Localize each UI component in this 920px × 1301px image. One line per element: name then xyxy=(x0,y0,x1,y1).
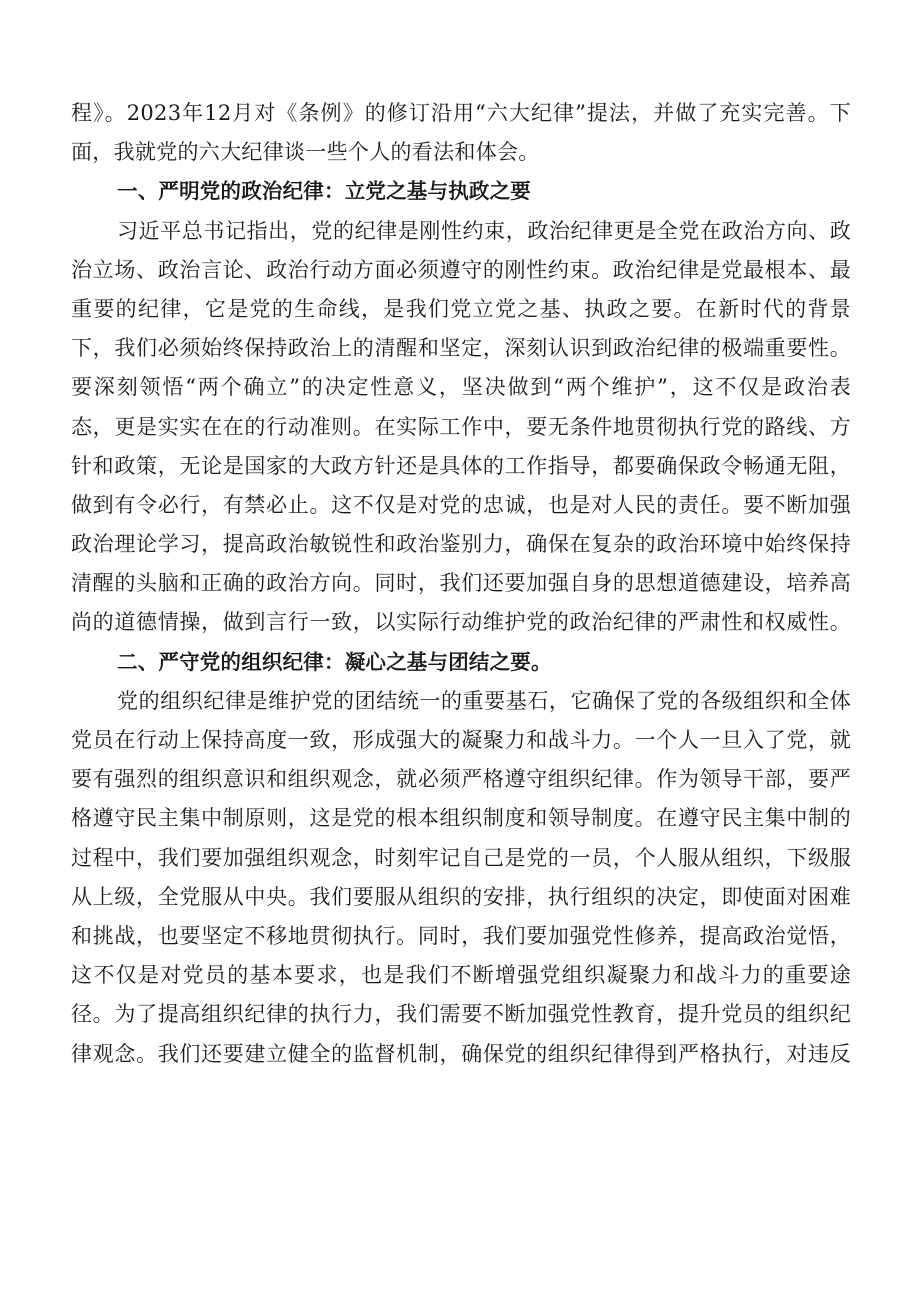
text-line: 党员在行动上保持高度一致，形成强大的凝聚力和战斗力。一个人一旦入了党，就 xyxy=(71,728,851,752)
text-line: 治立场、政治言论、政治行动方面必须遵守的刚性约束。政治纪律是党最根本、最 xyxy=(71,257,851,282)
text-line: 程》。2023年12月对《条例》的修订沿用“六大纪律”提法，并做了充实完善。下 xyxy=(71,101,851,125)
text-line: 习近平总书记指出，党的纪律是刚性约束，政治纪律更是全党在政治方向、政 xyxy=(117,218,851,243)
text-line: 这不仅是对党员的基本要求，也是我们不断增强党组织凝聚力和战斗力的重要途 xyxy=(71,963,851,988)
text-line: 态，更是实实在在的行动准则。在实际工作中，要无条件地贯彻执行党的路线、方 xyxy=(71,414,851,439)
text-line: 过程中，我们要加强组织观念，时刻牢记自己是党的一员，个人服从组织，下级服 xyxy=(71,845,851,870)
text-line: 律观念。我们还要建立健全的监督机制，确保党的组织纪律得到严格执行，对违反 xyxy=(71,1041,851,1066)
text-line: 下，我们必须始终保持政治上的清醒和坚定，深刻认识到政治纪律的极端重要性。 xyxy=(71,336,851,361)
document-page xyxy=(71,94,851,1074)
text-line: 清醒的头脑和正确的政治方向。同时，我们还要加强自身的思想道德建设，培养高 xyxy=(71,571,851,596)
intro-paragraph xyxy=(71,94,851,172)
text-line: 径。为了提高组织纪律的执行力，我们需要不断加强党性教育，提升党员的组织纪 xyxy=(71,1002,851,1027)
text-line: 要有强烈的组织意识和组织观念，就必须严格遵守组织纪律。作为领导干部，要严 xyxy=(71,767,851,792)
text-line: 尚的道德情操，做到言行一致，以实际行动维护党的政治纪律的严肃性和权威性。 xyxy=(71,610,851,635)
text-line: 做到有令必行，有禁必止。这不仅是对党的忠诚，也是对人民的责任。要不断加强 xyxy=(71,492,851,517)
text-line: 要深刻领悟“两个确立”的决定性意义，坚决做到“两个维护”，这不仅是政治表 xyxy=(71,375,851,400)
section-1-paragraph xyxy=(71,212,851,643)
text-line: 和挑战，也要坚定不移地贯彻执行。同时，我们要加强党性修养，提高政治觉悟， xyxy=(71,923,851,948)
text-line: 针和政策，无论是国家的大政方针还是具体的工作指导，都要确保政令畅通无阻， xyxy=(71,453,851,478)
section-heading-1: 一、严明党的政治纪律：立党之基与执政之要 xyxy=(117,179,531,204)
text-line: 党的组织纪律是维护党的团结统一的重要基石，它确保了党的各级组织和全体 xyxy=(117,688,851,713)
text-line: 格遵守民主集中制原则，这是党的根本组织制度和领导制度。在遵守民主集中制的 xyxy=(71,806,851,831)
section-heading-2: 二、严守党的组织纪律：凝心之基与团结之要。 xyxy=(117,649,552,674)
section-2-paragraph xyxy=(71,682,851,1074)
text-line: 面，我就党的六大纪律谈一些个人的看法和体会。 xyxy=(71,140,540,165)
text-line: 从上级，全党服从中央。我们要服从组织的安排，执行组织的决定，即使面对困难 xyxy=(71,884,851,909)
text-line: 政治理论学习，提高政治敏锐性和政治鉴别力，确保在复杂的政治环境中始终保持 xyxy=(71,532,851,557)
text-line: 重要的纪律，它是党的生命线，是我们党立党之基、执政之要。在新时代的背景 xyxy=(71,296,851,321)
